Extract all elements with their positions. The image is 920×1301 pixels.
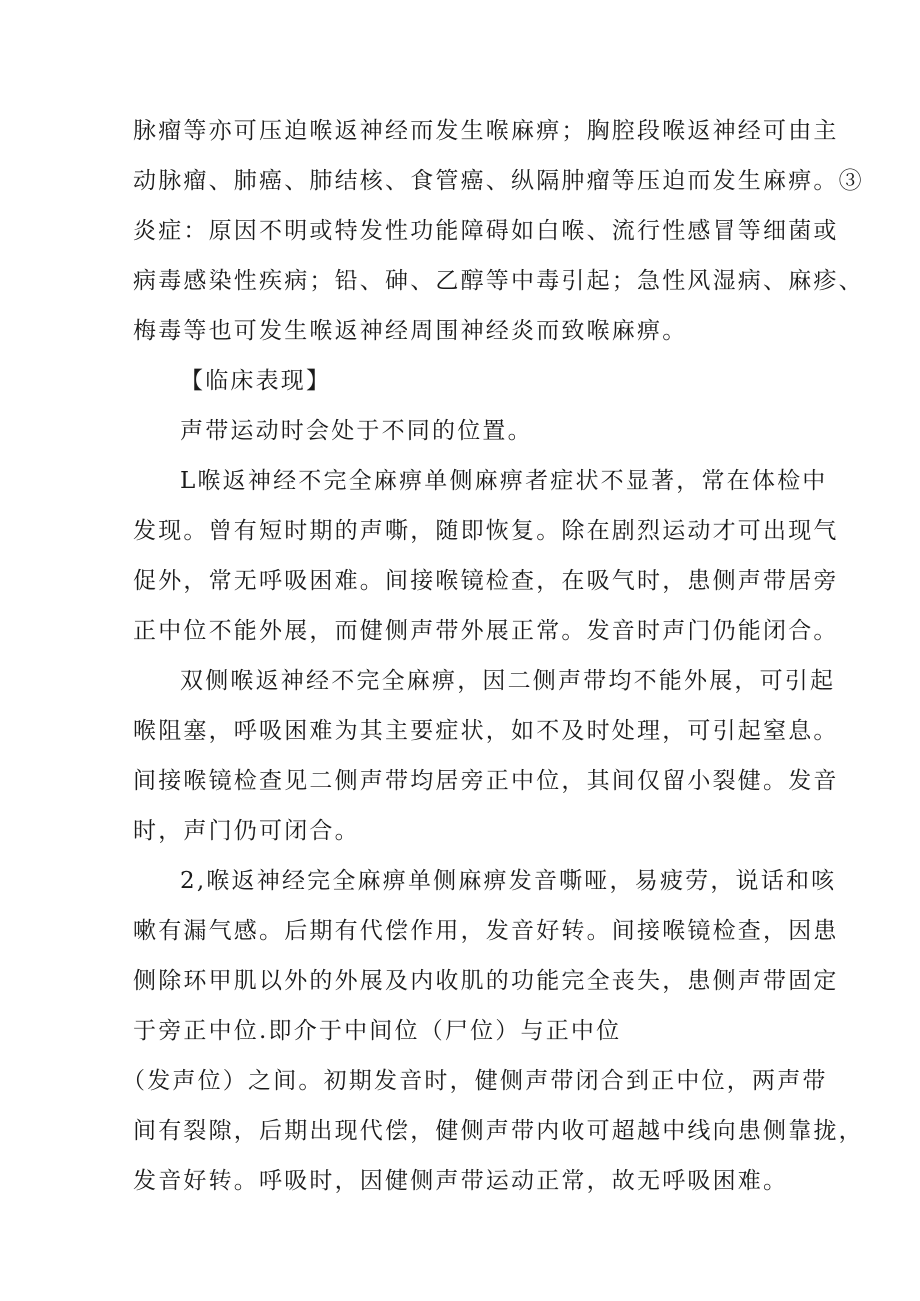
- text-line: 正中位不能外展，而健侧声带外展正常。发音时声门仍能闭合。: [133, 618, 839, 644]
- text-line: 促外，常无呼吸困难。间接喉镜检查，在吸气时，患侧声带居旁: [133, 568, 839, 594]
- text-line: 嗽有漏气感。后期有代偿作用，发音好转。间接喉镜检查，因患: [133, 918, 839, 944]
- text-line: 病毒感染性疾病；铅、砷、乙醇等中毒引起；急性风湿病、麻疹、: [133, 268, 864, 294]
- text-line: 脉瘤等亦可压迫喉返神经而发生喉麻痹；胸腔段喉返神经可由主: [133, 118, 839, 144]
- paragraph-first-line: 2,喉返神经完全麻痹单侧麻痹发音嘶哑，易疲劳，说话和咳: [180, 868, 837, 894]
- text-line: 间有裂隙，后期出现代偿，健侧声带内收可超越中线向患侧靠拢，: [133, 1118, 864, 1144]
- text-line: 时，声门仍可闭合。: [133, 818, 360, 844]
- text-line: 间接喉镜检查见二侧声带均居旁正中位，其间仅留小裂健。发音: [133, 768, 839, 794]
- text-line: 侧除环甲肌以外的外展及内收肌的功能完全丧失，患侧声带固定: [133, 968, 839, 994]
- text-line: 梅毒等也可发生喉返神经周围神经炎而致喉麻痹。: [133, 318, 688, 344]
- text-line: 动脉瘤、肺癌、肺结核、食管癌、纵隔肿瘤等压迫而发生麻痹。③: [133, 168, 864, 194]
- text-line: （发声位）之间。初期发音时，健侧声带闭合到正中位，两声带: [122, 1068, 828, 1094]
- paragraph-first-line: 双侧喉返神经不完全麻痹，因二侧声带均不能外展，可引起: [180, 668, 836, 694]
- text-line: 发音好转。呼吸时，因健侧声带运动正常，故无呼吸困难。: [133, 1168, 789, 1194]
- section-heading: 【临床表现】: [180, 368, 332, 394]
- paragraph-first-line: L喉返神经不完全麻痹单侧麻痹者症状不显著，常在体检中: [180, 468, 828, 494]
- text-line: 声带运动时会处于不同的位置。: [180, 418, 533, 444]
- text-line: 发现。曾有短时期的声嘶，随即恢复。除在剧烈运动才可出现气: [133, 518, 839, 544]
- text-line: 炎症：原因不明或特发性功能障碍如白喉、流行性感冒等细菌或: [133, 218, 839, 244]
- text-line: 于旁正中位.即介于中间位（尸位）与正中位: [133, 1018, 622, 1044]
- text-line: 喉阻塞，呼吸困难为其主要症状，如不及时处理，可引起窒息。: [133, 718, 839, 744]
